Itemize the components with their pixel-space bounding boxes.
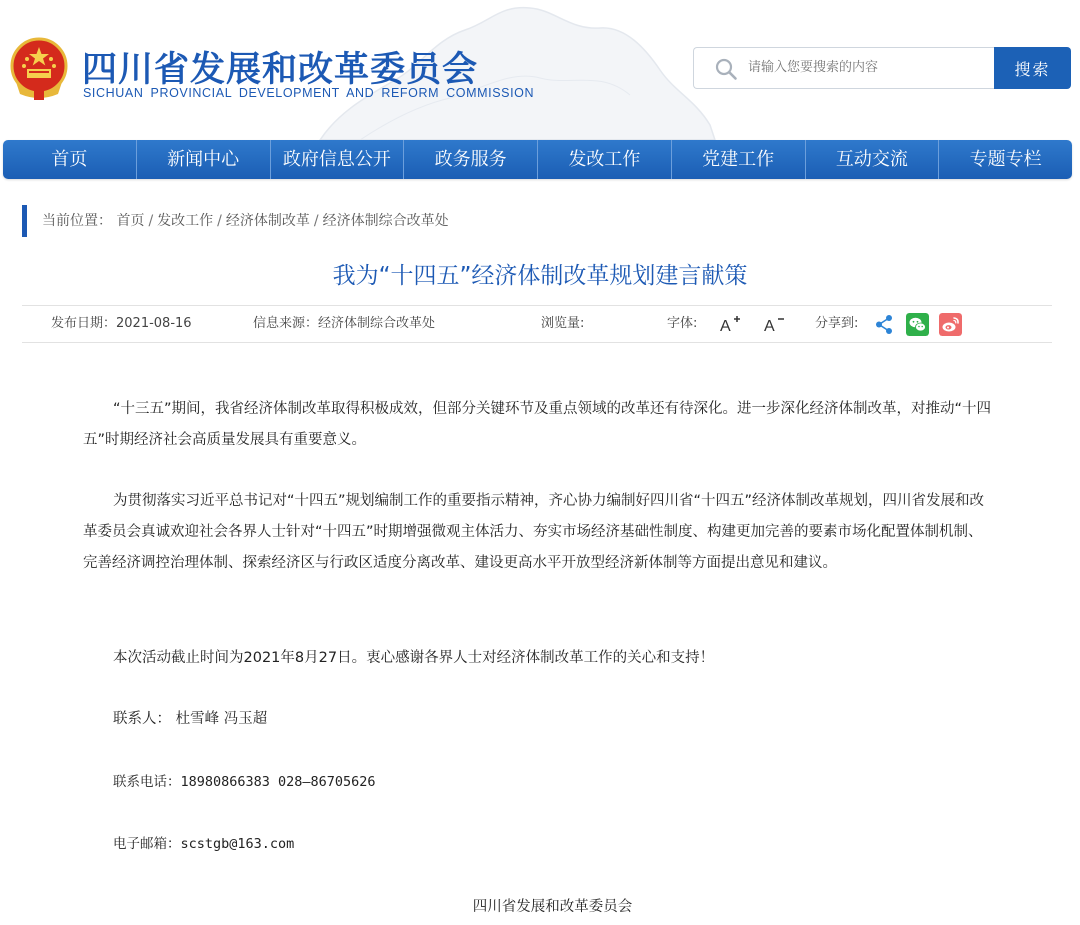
publish-date-value: 2021-08-16 xyxy=(116,316,192,331)
search-box xyxy=(693,47,994,89)
wechat-icon[interactable] xyxy=(906,313,929,336)
site-header xyxy=(0,0,1080,140)
breadcrumb-item-reform[interactable]: 经济体制改革 xyxy=(225,213,310,229)
breadcrumb xyxy=(22,205,1042,237)
national-emblem-icon xyxy=(8,36,70,102)
article-title: 我为“十四五”经济体制改革规划建言献策 xyxy=(332,263,748,289)
weibo-icon[interactable] xyxy=(939,313,962,336)
breadcrumb-separator: / xyxy=(217,213,222,229)
breadcrumb-separator: / xyxy=(148,213,154,229)
article-signoff: 四川省发展和改革委员会 xyxy=(472,899,633,915)
article-paragraph: 本次活动截止时间为2021年8月27日。衷心感谢各界人士对经济体制改革工作的关心和支持！ xyxy=(113,650,715,666)
font-size-label: 字体: xyxy=(667,316,698,331)
search-icon xyxy=(714,57,738,81)
svg-text:A: A xyxy=(764,318,775,334)
article-paragraph: “十三五”期间，我省经济体制改革取得积极成效，但部分关键环节及重点领域的改革还有待深化。进一步深化经济体制改革，对推动“十四五”时期经济社会高质量发展具有重要意义。 xyxy=(83,401,992,448)
main-nav xyxy=(3,140,1072,179)
publish-date-label: 发布日期： xyxy=(51,316,117,331)
nav-item-interaction[interactable]: 互动交流 xyxy=(805,140,939,179)
font-increase-icon[interactable] xyxy=(719,314,741,334)
nav-item-home[interactable]: 首页 xyxy=(51,149,88,170)
nav-item-work[interactable]: 发改工作 xyxy=(537,140,671,179)
breadcrumb-item-home[interactable]: 首页 xyxy=(116,213,145,229)
nav-item-services[interactable]: 政务服务 xyxy=(403,140,537,179)
view-count-label: 浏览量: xyxy=(541,316,585,331)
nav-item-topics[interactable]: 专题专栏 xyxy=(938,140,1072,179)
nav-item-gov-info[interactable]: 政府信息公开 xyxy=(270,140,404,179)
contact-phone: 联系电话：18980866383 028—86705626 xyxy=(113,774,376,790)
info-source-value: 经济体制综合改革处 xyxy=(318,316,436,331)
site-title: 四川省发展和改革委员会 xyxy=(82,50,479,90)
article-paragraph: 为贯彻落实习近平总书记对“十四五”规划编制工作的重要指示精神，齐心协力编制好四川省“十四五”经济体制改革规划，四川省发展和改革委员会真诚欢迎社会各界人士针对“十四五”时期增强微观主体活力、夯实市场经济基础性制度、构建更加完善的要素市场化配置体制机制、完善经济调控治理体制、探索经济区与行政区适度分离改革、建设更高水平开放型经济新体制等方面提出意见和建议。 xyxy=(83,493,985,571)
breadcrumb-item-work[interactable]: 发改工作 xyxy=(157,213,214,229)
info-source-label: 信息来源： xyxy=(253,316,319,331)
svg-text:A: A xyxy=(720,318,731,334)
nav-item-party[interactable]: 党建工作 xyxy=(671,140,805,179)
share-icon[interactable] xyxy=(873,313,896,336)
search-input[interactable] xyxy=(748,53,984,81)
contact-person: 联系人： 杜雪峰 冯玉超 xyxy=(113,711,268,727)
nav-item-news[interactable]: 新闻中心 xyxy=(136,140,270,179)
breadcrumb-item-office[interactable]: 经济体制综合改革处 xyxy=(322,213,449,229)
breadcrumb-label: 当前位置： xyxy=(42,213,112,229)
info-source xyxy=(253,306,435,342)
site-subtitle: SICHUAN PROVINCIAL DEVELOPMENT AND REFORM COMMISSION xyxy=(83,86,535,100)
article-meta-bar xyxy=(22,305,1052,343)
publish-date xyxy=(51,306,192,342)
search-button[interactable]: 搜索 xyxy=(994,47,1071,89)
breadcrumb-separator: / xyxy=(313,213,319,229)
contact-email: 电子邮箱：scstgb@163.com xyxy=(113,836,295,852)
share-label: 分享到: xyxy=(815,316,859,331)
font-decrease-icon[interactable] xyxy=(763,314,785,334)
